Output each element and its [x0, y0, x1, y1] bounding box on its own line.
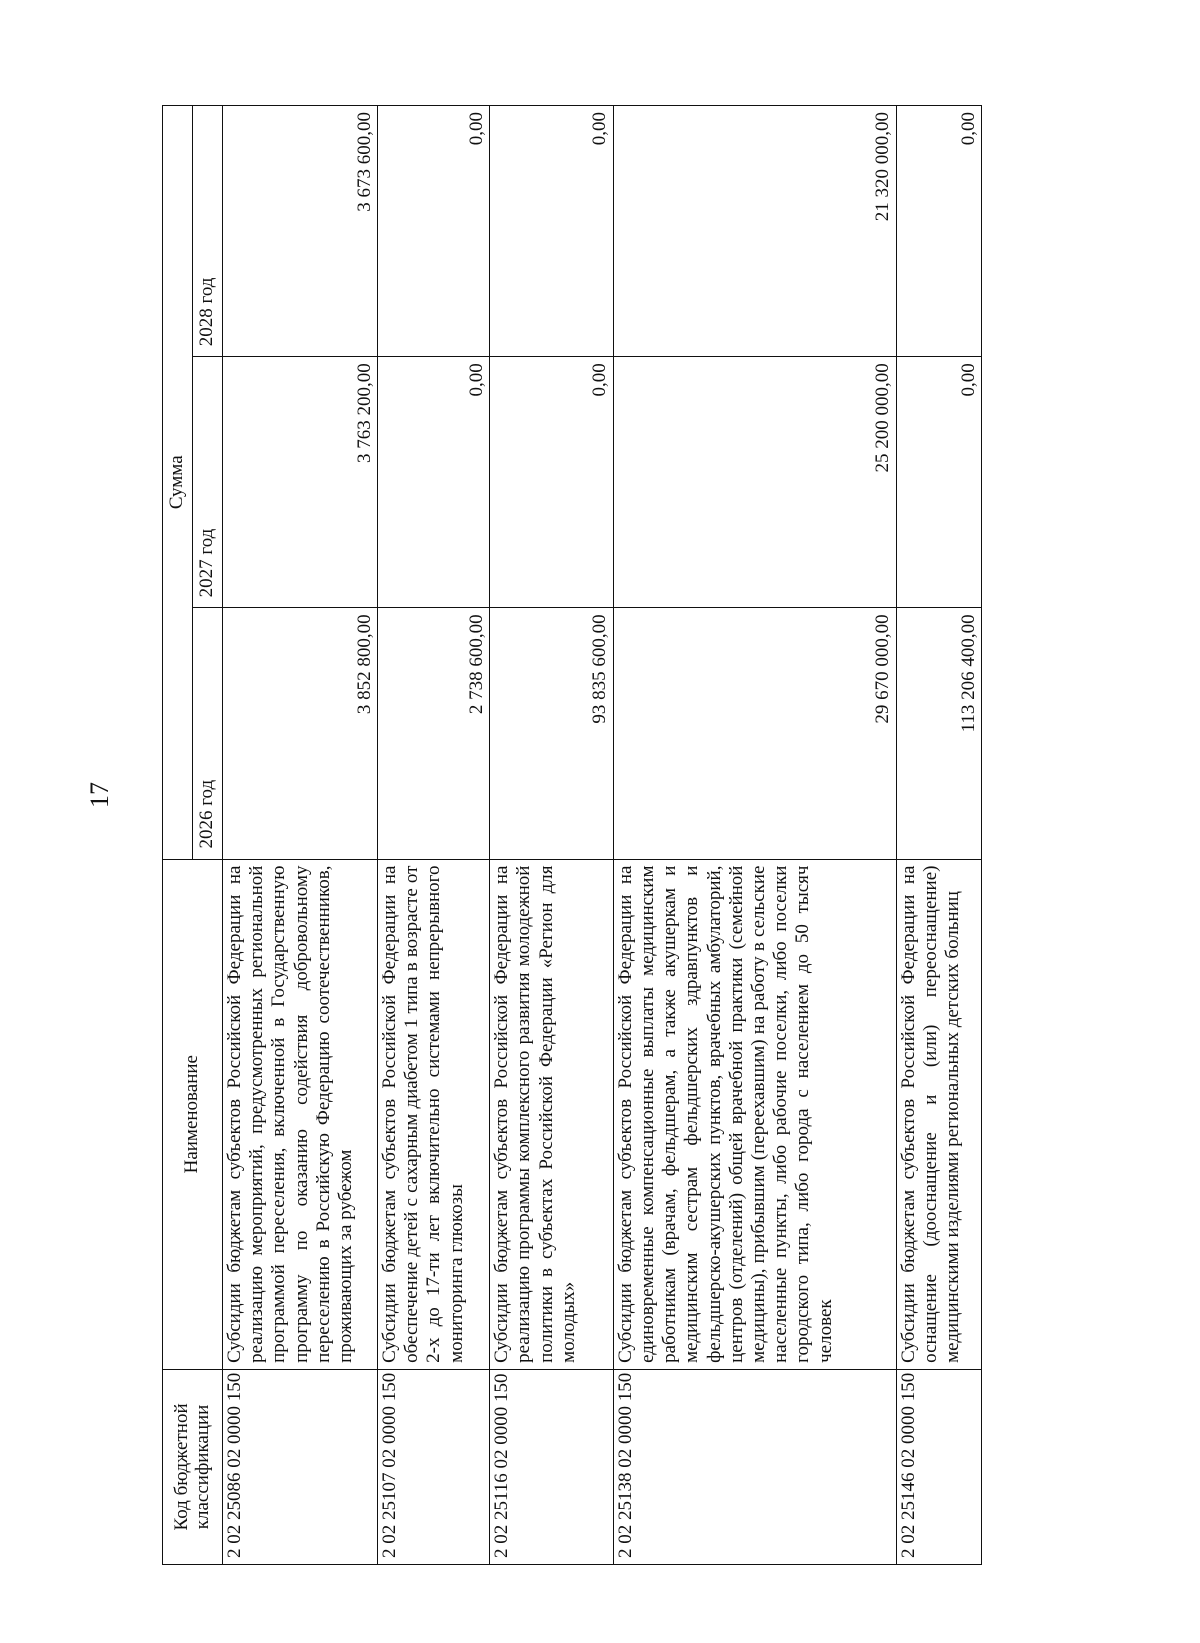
row-value-2026: 93 835 600,00	[490, 608, 614, 859]
row-name: Субсидии бюджетам субъектов Российской Федерации на обеспечение детей с сахарным диабетом 1 типа в возрасте от 2-х до 17-ти лет включительно системами непрерывного мониторинга глюкозы	[377, 859, 489, 1369]
row-code: 2 02 25116 02 0000 150	[490, 1369, 614, 1564]
header-name: Наименование	[163, 859, 223, 1369]
row-code: 2 02 25138 02 0000 150	[613, 1369, 896, 1564]
row-code: 2 02 25086 02 0000 150	[223, 1369, 378, 1564]
table-row	[896, 106, 981, 1565]
row-name: Субсидии бюджетам субъектов Российской Федерации на единовременные компенсационные выплаты медицинским работникам (врачам, фельдшерам, а также акушеркам и медицинским сестрам фельдшерских здравпунктов и фельдшерско-акушерских пунктов, врачебных амбулаторий, центров (отделений) общей врачебной практики (семейной медицины), прибывшим (переехавшим) на работу в сельские населенные пункты, либо рабочие поселки, либо поселки городского типа, либо города с населением до 50 тысяч человек	[613, 859, 896, 1369]
row-value-2027: 0,00	[377, 357, 489, 608]
row-code: 2 02 25107 02 0000 150	[377, 1369, 489, 1564]
rotated-table-wrapper	[162, 105, 982, 1565]
table-row	[223, 106, 378, 1565]
row-value-2027: 25 200 000,00	[613, 357, 896, 608]
table-row	[613, 106, 896, 1565]
header-year-2028: 2028 год	[193, 106, 223, 357]
budget-table	[162, 105, 982, 1565]
row-value-2026: 29 670 000,00	[613, 608, 896, 859]
header-sum: Сумма	[163, 106, 193, 860]
row-name: Субсидии бюджетам субъектов Российской Федерации на оснащение (дооснащение и (или) переоснащение) медицинскими изделиями региональных детских больниц	[896, 859, 981, 1369]
row-name: Субсидии бюджетам субъектов Российской Федерации на реализацию мероприятий, предусмотренных региональной программой переселения, включенной в Государственную программу по оказанию содействия добровольному переселению в Российскую Федерацию соотечественников, проживающих за рубежом	[223, 859, 378, 1369]
row-value-2028: 3 673 600,00	[223, 106, 378, 357]
row-value-2026: 113 206 400,00	[896, 608, 981, 859]
header-year-2026: 2026 год	[193, 608, 223, 859]
row-value-2028: 0,00	[377, 106, 489, 357]
page-number: 17	[85, 782, 114, 808]
row-value-2027: 0,00	[490, 357, 614, 608]
row-value-2026: 2 738 600,00	[377, 608, 489, 859]
header-code: Код бюджетной классификации	[163, 1369, 223, 1564]
table-row	[490, 106, 614, 1565]
row-value-2027: 0,00	[896, 357, 981, 608]
row-name: Субсидии бюджетам субъектов Российской Федерации на реализацию программы комплексного развития молодежной политики в субъектах Российской Федерации «Регион для молодых»	[490, 859, 614, 1369]
header-year-2027: 2027 год	[193, 357, 223, 608]
row-value-2028: 0,00	[490, 106, 614, 357]
row-value-2028: 21 320 000,00	[613, 106, 896, 357]
row-value-2026: 3 852 800,00	[223, 608, 378, 859]
row-value-2028: 0,00	[896, 106, 981, 357]
table-row	[377, 106, 489, 1565]
row-value-2027: 3 763 200,00	[223, 357, 378, 608]
row-code: 2 02 25146 02 0000 150	[896, 1369, 981, 1564]
